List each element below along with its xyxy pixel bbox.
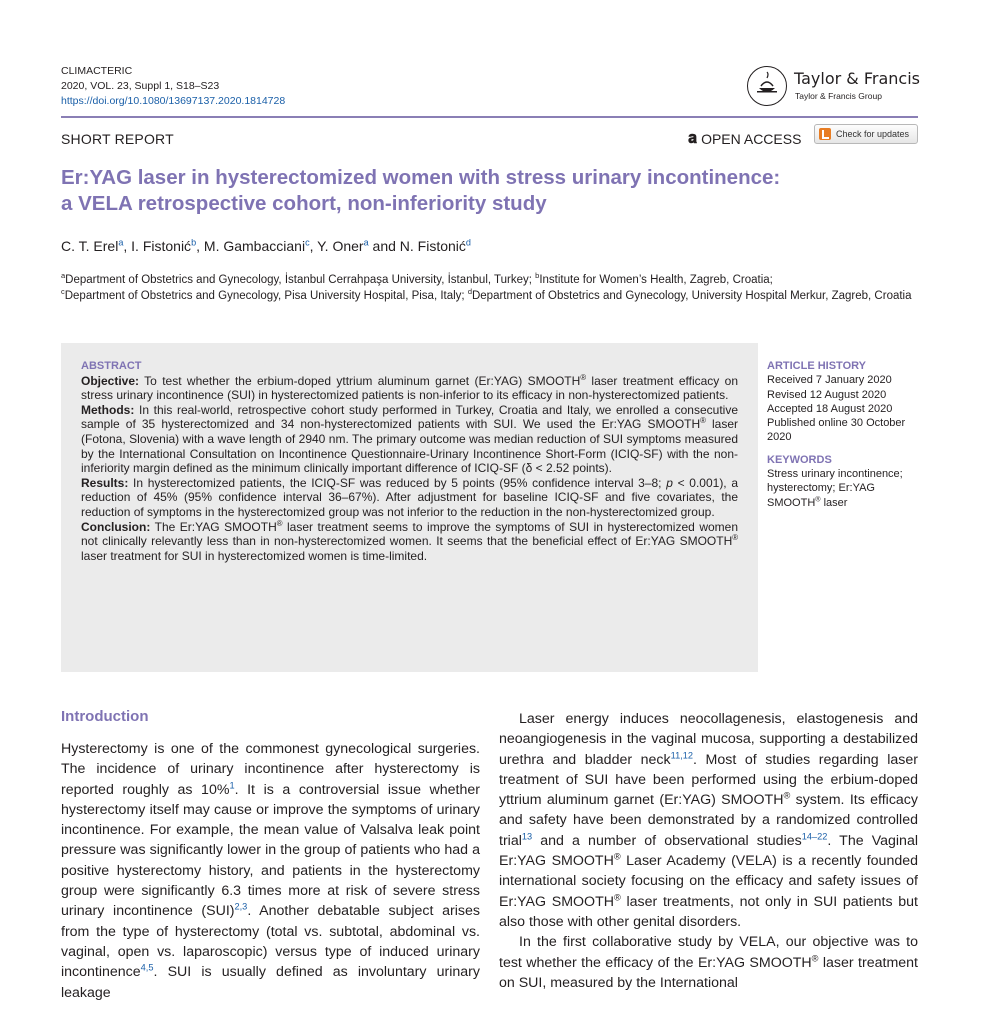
methods-text-b: laser (Fotona, Slovenia) with a wave length of 2940 nm. The primary outcome was median reduction of SUI symptoms measured by the International Consultation on Incontinence Questionnaire-Urinary Incontinence Short-Form (ICIQ-SF) with the non-inferiority margin defined as the minimum clinically important difference of ICIQ-SF (δ < 2.52 points). [81,417,739,476]
article-history [767,359,927,445]
registered-mark: ® [276,518,283,528]
author-affiliation-mark: a [363,237,369,248]
body-text: Laser energy induces neocollagenesis, elastogenesis and neoangiogenesis in the vaginal mucosa, supporting a destabilized urethra and bladder neck [499,711,918,768]
article-history-heading: ARTICLE HISTORY [767,360,867,372]
registered-mark: ® [614,891,621,902]
accepted-date: Accepted 18 August 2020 [767,402,893,415]
registered-mark: ® [732,533,738,543]
author-separator: and [368,238,400,254]
keywords-heading: KEYWORDS [767,453,832,466]
author-name[interactable]: C. T. Erel [61,238,119,254]
affil-mark-d: d [467,287,472,297]
reference-link[interactable]: 1 [229,779,235,790]
affil-mark-c: c [61,287,65,297]
body-text: system. Its efficacy and safety have been demonstrated by a randomized controlled trial [499,792,918,849]
reference-link[interactable]: 13 [521,831,533,842]
registered-mark: ® [613,851,621,862]
reference-link[interactable]: 14–22 [801,831,828,842]
check-for-updates-button[interactable] [814,124,918,144]
abstract-heading: ABSTRACT [81,360,142,372]
introduction-heading: Introduction [61,708,149,725]
body-text: . The Vaginal Er:YAG SMOOTH [499,832,918,870]
body-text: . Most of studies regarding laser treatment of SUI have been performed using the erbium-doped yttrium aluminum garnet (Er:YAG) SMOOTH [499,751,919,809]
objective-label: Objective: [81,373,140,388]
doi-link[interactable]: https://doi.org/10.1080/13697137.2020.1814728 [61,95,286,107]
keywords-text [767,467,927,510]
registered-mark: ® [811,952,819,963]
publisher-name: Taylor & Francis [794,69,920,88]
affiliation-a: Department of Obstetrics and Gynecology, İstanbul Cerrahpaşa University, İstanbul, Turkey; [65,274,536,286]
reference-link[interactable]: 2,3 [234,901,248,912]
intro-text: . SUI is usually defined as involuntary urinary leakage [61,964,480,1001]
body-text: laser treatments, not only in SUI patients but also those with other genital disorders. [499,893,919,930]
reference-link[interactable]: 4,5 [140,962,154,973]
p-value-symbol: p [666,475,673,490]
intro-text: . Another debatable subject arises from the type of hysterectomy (total vs. subtotal, abdominal vs. vaginal, open vs. laparoscopic) versus type of induced urinary incontinence [61,903,480,981]
revised-date: Revised 12 August 2020 [767,388,887,401]
keywords [767,453,927,510]
article-type: SHORT REPORT [61,131,174,147]
abstract-objective [81,374,738,403]
abstract [81,359,738,563]
conclusion-text-a: The Er:YAG SMOOTH [150,519,277,534]
lamp-icon [747,66,787,106]
published-date: Published online 30 October 2020 [767,417,906,444]
title-line-1: Er:YAG laser in hysterectomized women with stress urinary incontinence: [61,166,781,189]
journal-header [61,64,285,109]
affiliation-b: Institute for Women’s Health, Zagreb, Croatia; [539,274,773,286]
intro-text: Hysterectomy is one of the commonest gynecological surgeries. The incidence of urinary incontinence after hysterectomy is reported roughly as 10% [61,741,480,798]
article-title [61,165,921,217]
objective-text-a: To test whether the erbium-doped yttrium aluminum garnet (Er:YAG) SMOOTH [139,373,581,388]
article-sidebar [767,359,927,518]
body-text: and a number of observational studies [532,832,802,849]
affiliation-c: Department of Obstetrics and Gynecology, Pisa University Hospital, Pisa, Italy; [64,290,468,302]
abstract-results [81,476,738,520]
methods-text-a: In this real-world, retrospective cohort study performed in Turkey, Croatia and Italy, we enrolled a consecutive sample of 35 hysterectomized and 34 non-hysterectomized patients with SUI. We used the Er:YAG SMOOTH [81,402,738,432]
author-separator: , [309,238,318,254]
author-list [61,238,471,254]
conclusion-label: Conclusion: [81,519,151,534]
registered-mark: ® [815,495,821,504]
open-lock-icon: 𝐚 [688,130,698,147]
affiliations [61,272,921,304]
author-name[interactable]: M. Gambacciani [203,238,306,254]
keywords-text-b: laser [820,496,848,509]
author-separator: , [196,238,204,254]
methods-label: Methods: [81,402,135,417]
body-column-left [61,739,480,1003]
publisher-group: Taylor & Francis Group [795,91,882,101]
registered-mark: ® [783,790,791,801]
keywords-text-a: Stress urinary incontinence; hysterectomy; Er:YAG SMOOTH [767,468,903,509]
intro-text: . It is a controversial issue whether hysterectomy itself may cause or improve the symptoms of urinary incontinence. For example, the mean value of Valsalva leak point pressure was significantly lower in the group of patients who had a positive hysterectomy history, and patients in the hysterectomy group were significantly 6.3 times more at risk of severe stress urinary incontinence (SUI) [61,781,480,920]
journal-name: CLIMACTERIC [61,65,133,77]
received-date: Received 7 January 2020 [767,374,892,387]
objective-text-b: laser treatment efficacy on stress urinary incontinence (SUI) in hysterectomized patients is non-inferior to its efficacy in non-hysterectomized patients. [81,373,738,403]
abstract-methods [81,403,738,476]
registered-mark: ® [580,372,587,382]
publisher-logo [747,66,922,108]
affil-mark-b: b [535,271,540,281]
open-access-indicator [688,130,801,148]
abstract-conclusion [81,520,738,564]
registered-mark: ® [700,416,706,426]
open-access-label: OPEN ACCESS [701,131,802,147]
author-affiliation-mark: a [118,237,124,248]
journal-volume: 2020, VOL. 23, Suppl 1, S18–S23 [61,80,220,92]
reference-link[interactable]: 11,12 [670,749,694,760]
check-updates-label: Check for updates [836,129,910,139]
author-separator: , [123,238,132,254]
conclusion-text-c: laser treatment for SUI in hysterectomized women is time-limited. [81,548,428,563]
body-text: Laser Academy (VELA) is a recently founded international society focusing on the efficacy and safety issues of Er:YAG SMOOTH [499,853,919,910]
intro-paragraph-1 [61,739,480,1003]
author-name[interactable]: N. Fistonić [399,238,466,254]
body-column-right [499,709,918,993]
results-label: Results: [81,475,129,490]
affiliation-d: Department of Obstetrics and Gynecology, University Hospital Merkur, Zagreb, Croatia [471,290,912,302]
author-name[interactable]: Y. Oner [317,238,364,254]
author-name[interactable]: I. Fistonić [131,238,192,254]
header-divider [61,116,918,118]
affil-mark-a: a [61,271,66,281]
author-affiliation-mark: b [191,237,197,248]
author-affiliation-mark: c [305,237,310,248]
conclusion-text-b: laser treatment seems to improve the symptoms of SUI in hysterectomized women not clinically relevantly less than in non-hysterectomized women. It seems that the beneficial effect of Er:YAG SMOOTH [81,519,738,549]
results-text-b: < 0.001), a reduction of 45% (95% confidence interval 36–67%). After adjustment for baseline ICIQ-SF and five covariates, the reduction of symptoms in the hysterectomized group was not inferior to the reduction in the non-hysterectomized group. [81,475,739,519]
right-paragraph-2 [499,932,918,993]
body-text: laser treatment on SUI, measured by the International [499,954,918,991]
checkmark-icon [819,128,831,140]
title-line-2: a VELA retrospective cohort, non-inferiority study [61,192,547,215]
results-text-a: In hysterectomized patients, the ICIQ-SF was reduced by 5 points (95% confidence interval 3–8; [128,475,667,490]
body-text: In the first collaborative study by VELA, our objective was to test whether the efficacy of the Er:YAG SMOOTH [499,934,918,971]
author-affiliation-mark: d [465,237,471,248]
right-paragraph-1 [499,709,918,932]
